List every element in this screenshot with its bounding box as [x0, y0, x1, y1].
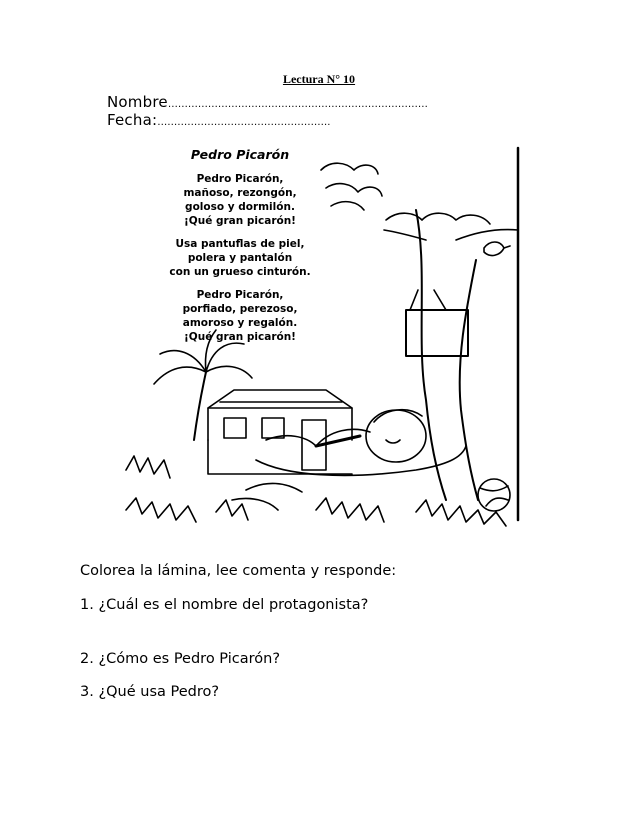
- date-label: Fecha:: [107, 111, 158, 129]
- poem-line: Pedro Picarón,: [196, 289, 284, 301]
- poem-line: porfiado, perezoso,: [182, 303, 298, 315]
- poem-line: amoroso y regalón.: [182, 317, 298, 329]
- poem-stanza: [150, 237, 330, 279]
- poem-title: Pedro Picarón: [190, 147, 290, 162]
- date-dots: …………………………………………….: [157, 117, 331, 128]
- poem-line: con un grueso cinturón.: [169, 266, 311, 278]
- poem-line: Usa pantuflas de piel,: [175, 238, 305, 250]
- poem-stanza: [150, 288, 330, 344]
- name-label: Nombre: [107, 93, 168, 111]
- question-1: 1. ¿Cuál es el nombre del protagonista?: [80, 597, 369, 613]
- poem-stanza: [150, 172, 330, 228]
- name-dots: ……………………………………………………………………: [167, 99, 428, 110]
- poem-line: ¡Qué gran picarón!: [184, 331, 296, 343]
- date-field: [107, 111, 330, 129]
- poem: [150, 148, 330, 353]
- poem-line: mañoso, rezongón,: [183, 187, 297, 199]
- poem-line: Pedro Picarón,: [196, 173, 284, 185]
- question-3: 3. ¿Qué usa Pedro?: [80, 684, 220, 700]
- name-field: [107, 93, 428, 111]
- instructions: Colorea la lámina, lee comenta y responde:: [80, 563, 397, 579]
- poem-line: goloso y dormilón.: [185, 201, 295, 213]
- poem-line: ¡Qué gran picarón!: [184, 215, 296, 227]
- page-title: Lectura N° 10: [282, 72, 356, 86]
- question-2: 2. ¿Cómo es Pedro Picarón?: [80, 651, 281, 667]
- poem-line: polera y pantalón: [187, 252, 293, 264]
